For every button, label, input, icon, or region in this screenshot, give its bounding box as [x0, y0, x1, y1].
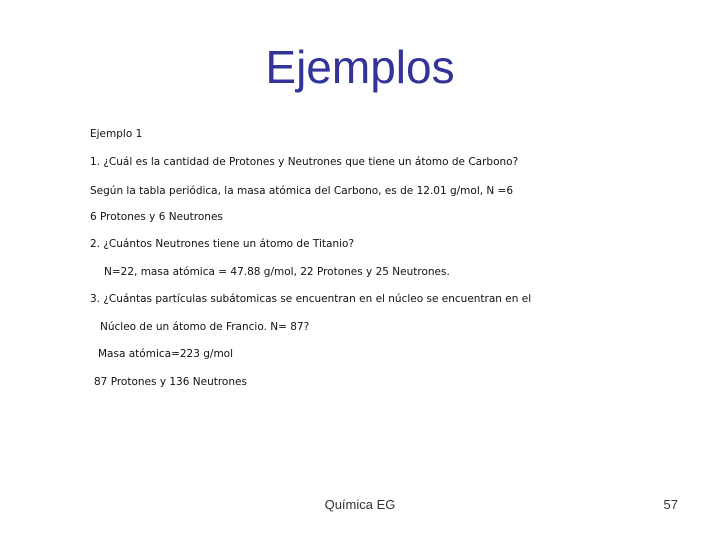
page-number: 57: [663, 497, 678, 512]
answer-1-explanation: Según la tabla periódica, la masa atómica del Carbono, es de 12.01 g/mol, N =6: [90, 185, 514, 197]
question-3-continued: Núcleo de un átomo de Francio. N= 87?: [100, 321, 310, 333]
question-3: 3. ¿Cuántas partículas subátomicas se encuentran en el núcleo se encuentran en el: [90, 293, 532, 305]
footer-course-name: Química EG: [324, 497, 396, 512]
question-1: 1. ¿Cuál es la cantidad de Protones y Neutrones que tiene un átomo de Carbono?: [90, 156, 519, 168]
question-2: 2. ¿Cuántos Neutrones tiene un átomo de Titanio?: [90, 238, 355, 250]
answer-1-result: 6 Protones y 6 Neutrones: [90, 211, 223, 223]
answer-3-mass: Masa atómica=223 g/mol: [98, 348, 234, 360]
answer-3-result: 87 Protones y 136 Neutrones: [94, 376, 247, 388]
answer-2: N=22, masa atómica = 47.88 g/mol, 22 Protones y 25 Neutrones.: [104, 266, 450, 278]
example-heading: Ejemplo 1: [90, 128, 143, 140]
slide-title: Ejemplos: [265, 41, 455, 93]
